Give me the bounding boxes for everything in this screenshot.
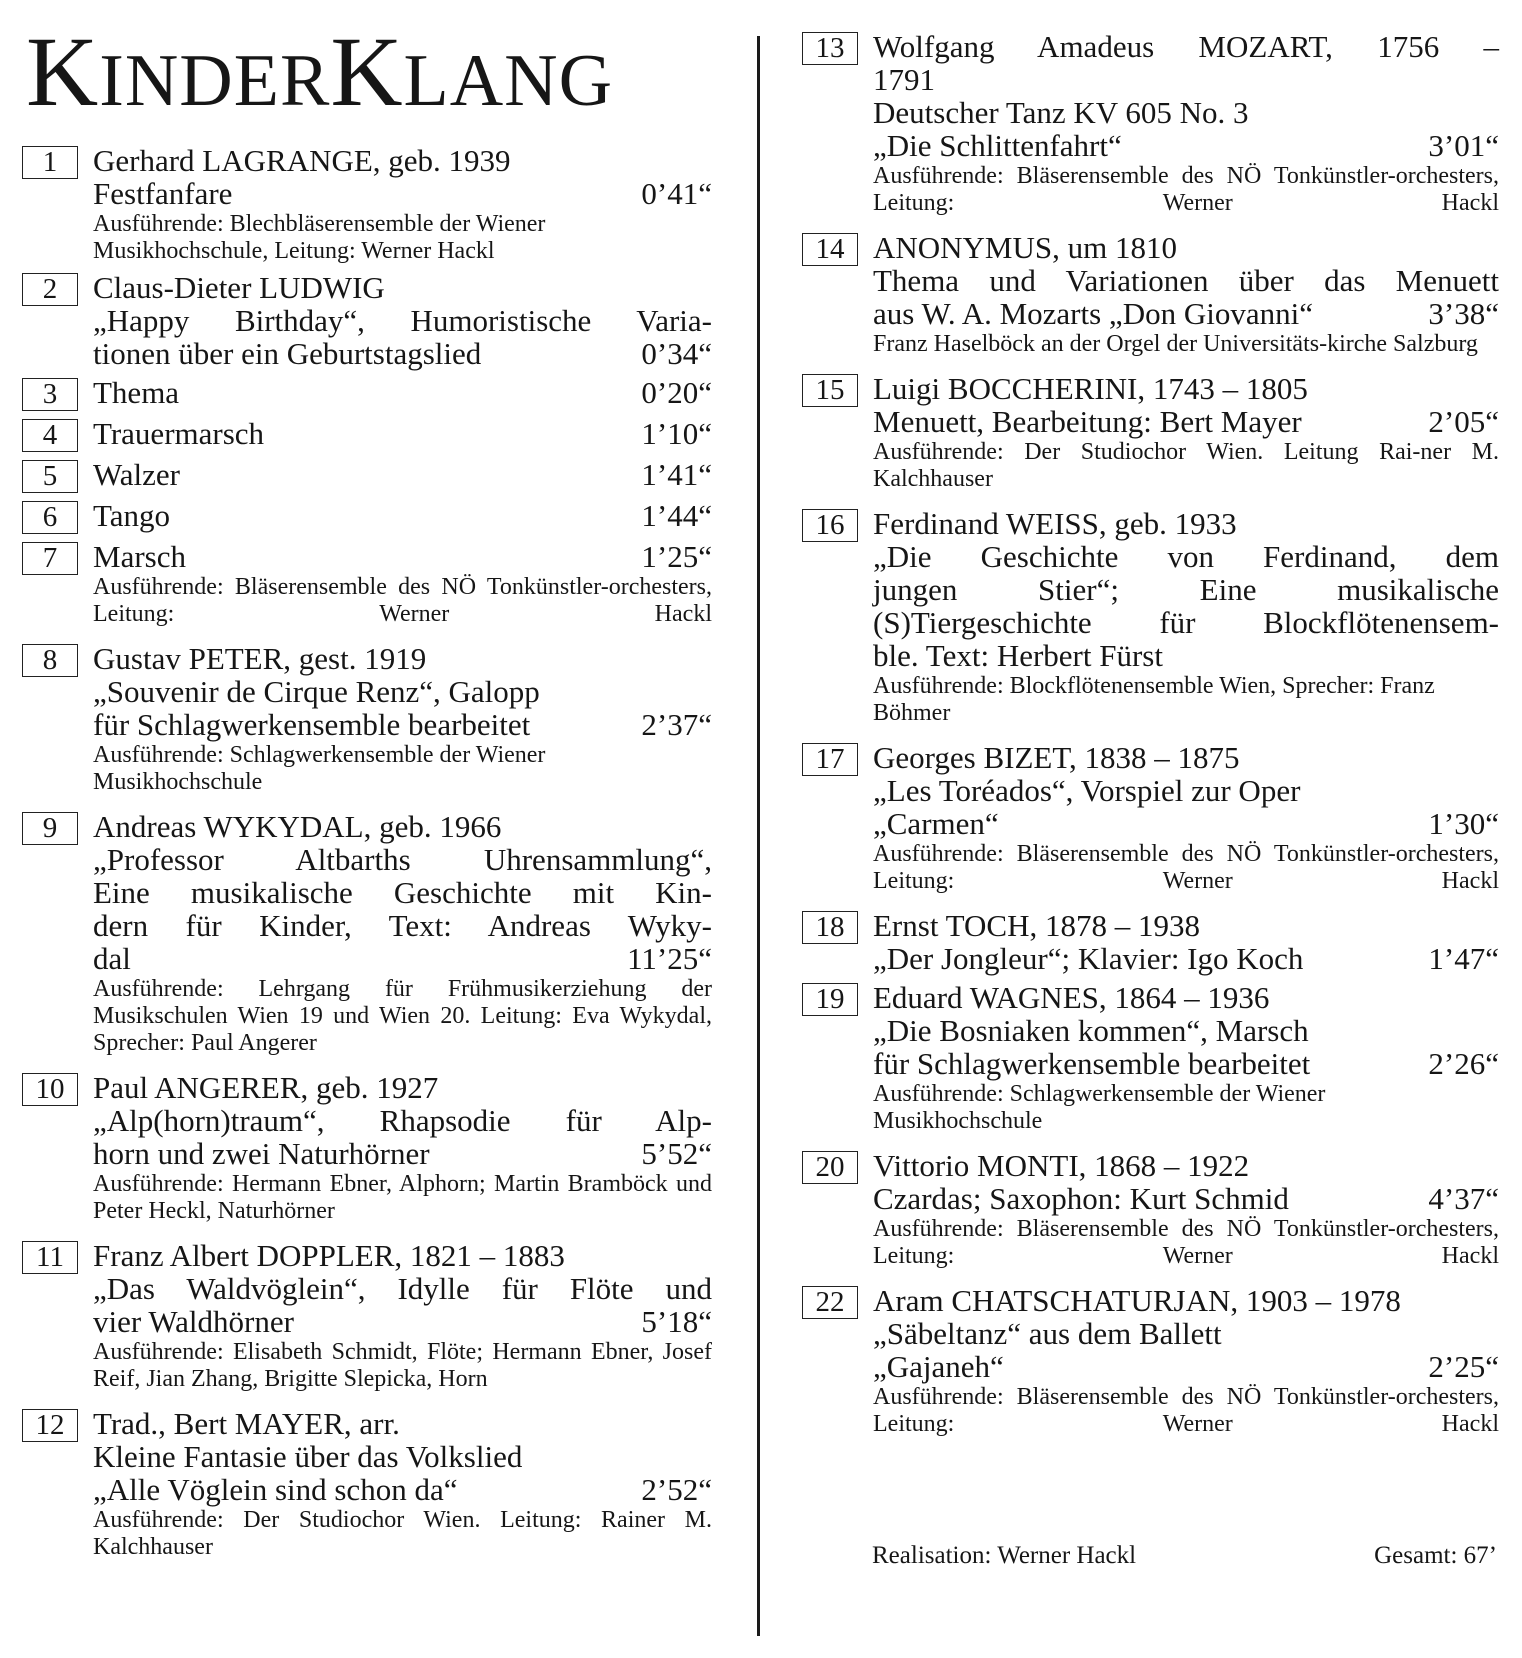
track-work: Walzer xyxy=(93,457,180,492)
track-number: 7 xyxy=(22,542,78,575)
track-14 xyxy=(802,231,1499,358)
page-title xyxy=(26,16,712,128)
track-work: dern für Kinder, Text: Andreas Wyky- xyxy=(93,908,712,943)
footer xyxy=(872,1542,1497,1570)
track-duration: 1’10“ xyxy=(641,416,712,451)
track-duration: 5’18“ xyxy=(641,1304,712,1339)
track-performers: Ausführende: Blockflötenensemble Wien, Sprecher: Franz Böhmer xyxy=(873,673,1435,726)
track-duration: 5’52“ xyxy=(641,1136,712,1171)
track-22 xyxy=(802,1284,1499,1438)
track-duration: 1’44“ xyxy=(641,498,712,533)
track-duration: 0’34“ xyxy=(641,336,712,371)
track-number: 4 xyxy=(22,419,78,452)
track-duration: 1’25“ xyxy=(641,539,712,574)
track-work: Trauermarsch xyxy=(93,416,265,451)
track-number: 13 xyxy=(802,32,858,65)
track-work: „Säbeltanz“ aus dem Ballett xyxy=(873,1316,1222,1351)
track-work: „Die Schlittenfahrt“ xyxy=(873,128,1122,163)
track-work: „Die Geschichte von Ferdinand, dem xyxy=(873,539,1499,574)
track-composer: Aram CHATSCHATURJAN, 1903 – 1978 xyxy=(873,1283,1401,1318)
track-duration: 3’01“ xyxy=(1428,128,1499,163)
track-work: Deutscher Tanz KV 605 No. 3 xyxy=(873,95,1249,130)
track-composer: Georges BIZET, 1838 – 1875 xyxy=(873,740,1240,775)
track-composer: Ferdinand WEISS, geb. 1933 xyxy=(873,506,1237,541)
track-performers: Ausführende: Bläserensemble des NÖ Tonkünstler-orchesters, Leitung: Werner Hackl xyxy=(873,1216,1499,1269)
track-4 xyxy=(22,417,712,452)
track-work: Eine musikalische Geschichte mit Kin- xyxy=(93,875,712,910)
track-composer: ANONYMUS, um 1810 xyxy=(873,230,1177,265)
column-divider xyxy=(757,36,760,1636)
track-work: für Schlagwerkensemble bearbeitet xyxy=(93,707,531,742)
track-work: Menuett, Bearbeitung: Bert Mayer xyxy=(873,404,1302,439)
track-number: 11 xyxy=(22,1241,78,1274)
track-work: „Das Waldvöglein“, Idylle für Flöte und xyxy=(93,1271,712,1306)
track-work: „Die Bosniaken kommen“, Marsch xyxy=(873,1013,1309,1048)
track-number: 18 xyxy=(802,911,858,944)
track-duration: 1’41“ xyxy=(641,457,712,492)
track-work: Thema xyxy=(93,375,180,410)
track-16 xyxy=(802,507,1499,727)
track-composer: Paul ANGERER, geb. 1927 xyxy=(93,1070,439,1105)
track-performers: Ausführende: Bläserensemble des NÖ Tonkünstler-orchesters, Leitung: Werner Hackl xyxy=(873,1384,1499,1437)
track-work: „Souvenir de Cirque Renz“, Galopp xyxy=(93,674,540,709)
track-2 xyxy=(22,271,712,370)
track-work: horn und zwei Naturhörner xyxy=(93,1136,430,1171)
track-7 xyxy=(22,540,712,628)
track-duration: 1’30“ xyxy=(1428,806,1499,841)
track-number: 8 xyxy=(22,644,78,677)
track-number: 22 xyxy=(802,1286,858,1319)
track-work: Tango xyxy=(93,498,171,533)
left-column xyxy=(22,0,712,1561)
track-composer: Luigi BOCCHERINI, 1743 – 1805 xyxy=(873,371,1308,406)
track-performers: Ausführende: Der Studiochor Wien. Leitung: Rainer M. Kalchhauser xyxy=(93,1507,712,1560)
track-composer: 1791 xyxy=(873,62,935,97)
track-number: 1 xyxy=(22,146,78,179)
track-duration: 3’38“ xyxy=(1428,296,1499,331)
title-initial-1: K xyxy=(26,16,100,127)
track-performers: Ausführende: Schlagwerkensemble der Wiener Musikhochschule xyxy=(93,742,546,795)
track-20 xyxy=(802,1149,1499,1270)
track-performers: Ausführende: Bläserensemble des NÖ Tonkünstler-orchesters, Leitung: Werner Hackl xyxy=(93,574,712,627)
track-work: „Alle Vöglein sind schon da“ xyxy=(93,1472,458,1507)
track-work: „Professor Altbarths Uhrensammlung“, xyxy=(93,842,712,877)
track-duration: 0’20“ xyxy=(641,375,712,410)
track-work: Festfanfare xyxy=(93,176,233,211)
track-composer: Eduard WAGNES, 1864 – 1936 xyxy=(873,980,1270,1015)
track-composer: Wolfgang Amadeus MOZART, 1756 – xyxy=(873,29,1499,64)
track-11 xyxy=(22,1239,712,1393)
track-composer: Ernst TOCH, 1878 – 1938 xyxy=(873,908,1200,943)
track-performers: Ausführende: Blechbläserensemble der Wiener Musikhochschule, Leitung: Werner Hackl xyxy=(93,211,546,264)
track-10 xyxy=(22,1071,712,1225)
track-composer: Gustav PETER, gest. 1919 xyxy=(93,641,427,676)
track-duration: 1’47“ xyxy=(1428,941,1499,976)
track-work: vier Waldhörner xyxy=(93,1304,294,1339)
track-performers: Ausführende: Bläserensemble des NÖ Tonkünstler-orchesters, Leitung: Werner Hackl xyxy=(873,841,1499,894)
track-number: 16 xyxy=(802,509,858,542)
right-column xyxy=(802,0,1499,1438)
track-duration: 4’37“ xyxy=(1428,1181,1499,1216)
track-work: „Gajaneh“ xyxy=(873,1349,1004,1384)
track-duration: 0’41“ xyxy=(641,176,712,211)
title-part-1: INDER xyxy=(99,40,331,122)
track-5 xyxy=(22,458,712,493)
track-number: 9 xyxy=(22,812,78,845)
track-performers: Ausführende: Der Studiochor Wien. Leitung Rai-ner M. Kalchhauser xyxy=(873,439,1499,492)
track-composer: Vittorio MONTI, 1868 – 1922 xyxy=(873,1148,1250,1183)
track-composer: Franz Albert DOPPLER, 1821 – 1883 xyxy=(93,1238,565,1273)
track-number: 19 xyxy=(802,983,858,1016)
track-number: 15 xyxy=(802,374,858,407)
track-performers: Ausführende: Bläserensemble des NÖ Tonkünstler-orchesters, Leitung: Werner Hackl xyxy=(873,163,1499,216)
track-1 xyxy=(22,144,712,265)
track-work: für Schlagwerkensemble bearbeitet xyxy=(873,1046,1311,1081)
track-composer: Claus-Dieter LUDWIG xyxy=(93,270,385,305)
track-work: ble. Text: Herbert Fürst xyxy=(873,638,1163,673)
track-performers: Ausführende: Hermann Ebner, Alphorn; Martin Bramböck und Peter Heckl, Naturhörner xyxy=(93,1171,712,1224)
track-duration: 2’26“ xyxy=(1428,1046,1499,1081)
track-list-left xyxy=(22,144,712,1561)
track-performers: Franz Haselböck an der Orgel der Universitäts-kirche Salzburg xyxy=(873,331,1478,357)
track-18 xyxy=(802,909,1499,975)
track-duration: 2’52“ xyxy=(641,1472,712,1507)
track-composer: Trad., Bert MAYER, arr. xyxy=(93,1406,400,1441)
track-19 xyxy=(802,981,1499,1135)
track-work: aus W. A. Mozarts „Don Giovanni“ xyxy=(873,296,1313,331)
track-3 xyxy=(22,376,712,411)
title-initial-2: K xyxy=(330,16,404,127)
track-13 xyxy=(802,30,1499,217)
track-work: dal xyxy=(93,941,131,976)
track-12 xyxy=(22,1407,712,1561)
track-work: „Carmen“ xyxy=(873,806,999,841)
track-number: 20 xyxy=(802,1151,858,1184)
track-work: „Happy Birthday“, Humoristische Varia- xyxy=(93,303,712,338)
track-performers: Ausführende: Lehrgang für Frühmusikerziehung der Musikschulen Wien 19 und Wien 20. Leitung: Eva Wykydal, Sprecher: Paul Angerer xyxy=(93,976,712,1056)
track-work: tionen über ein Geburtstagslied xyxy=(93,336,482,371)
track-work: Thema und Variationen über das Menuett xyxy=(873,263,1499,298)
track-work: (S)Tiergeschichte für Blockflötenensem- xyxy=(873,605,1499,640)
total-duration: Gesamt: 67’ xyxy=(1374,1542,1497,1569)
track-work: Kleine Fantasie über das Volkslied xyxy=(93,1439,523,1474)
credit-line: Realisation: Werner Hackl xyxy=(872,1542,1137,1569)
track-composer: Gerhard LAGRANGE, geb. 1939 xyxy=(93,143,511,178)
track-15 xyxy=(802,372,1499,493)
track-list-right xyxy=(802,30,1499,1438)
track-number: 12 xyxy=(22,1409,78,1442)
track-number: 17 xyxy=(802,743,858,776)
track-composer: Andreas WYKYDAL, geb. 1966 xyxy=(93,809,502,844)
track-duration: 2’05“ xyxy=(1428,404,1499,439)
track-duration: 2’37“ xyxy=(641,707,712,742)
track-6 xyxy=(22,499,712,534)
track-9 xyxy=(22,810,712,1057)
track-number: 6 xyxy=(22,501,78,534)
track-work: jungen Stier“; Eine musikalische xyxy=(873,572,1499,607)
track-number: 5 xyxy=(22,460,78,493)
track-performers: Ausführende: Elisabeth Schmidt, Flöte; Hermann Ebner, Josef Reif, Jian Zhang, Brigitte Slepicka, Horn xyxy=(93,1339,712,1392)
track-number: 3 xyxy=(22,378,78,411)
title-part-2: LANG xyxy=(403,40,614,122)
track-work: Czardas; Saxophon: Kurt Schmid xyxy=(873,1181,1289,1216)
track-work: „Les Toréados“, Vorspiel zur Oper xyxy=(873,773,1301,808)
track-17 xyxy=(802,741,1499,895)
track-number: 2 xyxy=(22,273,78,306)
track-work: Marsch xyxy=(93,539,186,574)
track-number: 10 xyxy=(22,1073,78,1106)
track-duration: 11’25“ xyxy=(627,941,712,976)
track-work: „Der Jongleur“; Klavier: Igo Koch xyxy=(873,941,1304,976)
track-number: 14 xyxy=(802,233,858,266)
track-work: „Alp(horn)traum“, Rhapsodie für Alp- xyxy=(93,1103,712,1138)
track-8 xyxy=(22,642,712,796)
track-duration: 2’25“ xyxy=(1428,1349,1499,1384)
track-performers: Ausführende: Schlagwerkensemble der Wiener Musikhochschule xyxy=(873,1081,1326,1134)
